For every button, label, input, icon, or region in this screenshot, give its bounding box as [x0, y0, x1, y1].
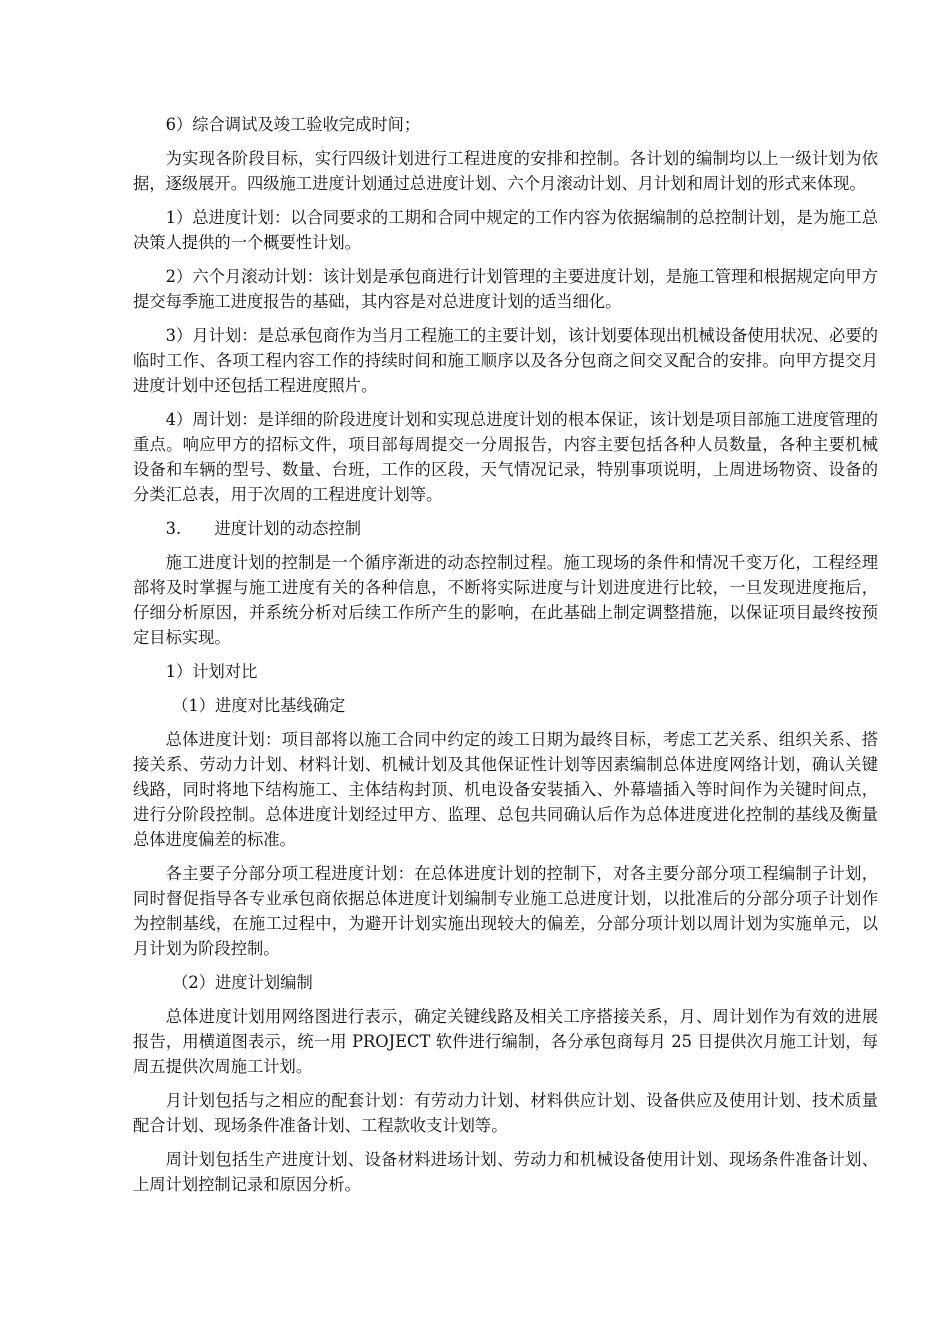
sub-1-heading: 1）计划对比 [165, 662, 258, 681]
section-3-number: 3. [165, 519, 182, 538]
weekly-plan-paragraph: 周计划包括生产进度计划、设备材料进场计划、劳动力和机械设备使用计划、现场条件准备计划、上周计划控制记录和原因分析。 [133, 1150, 878, 1194]
document-page [133, 112, 878, 1206]
section-3-title: 进度计划的动态控制 [214, 519, 362, 538]
plan-3-paragraph: 3）月计划：是总承包商作为当月工程施工的主要计划，该计划要体现出机械设备使用状况、必要的临时工作、各项工程内容工作的持续时间和施工顺序以及各分包商之间交叉配合的安排。向甲方提交月进度计划中还包括工程进度照片。 [133, 326, 878, 395]
section-3-body: 施工进度计划的控制是一个循序渐进的动态控制过程。施工现场的条件和情况千变万化，工程经理部将及时掌握与施工进度有关的各种信息，不断将实际进度与计划进度进行比较，一旦发现进度拖后，仔细分析原因，并系统分析对后续工作所产生的影响，在此基础上制定调整措施，以保证项目最终按预定目标实现。 [133, 553, 878, 647]
network-plan-paragraph: 总体进度计划用网络图进行表示，确定关键线路及相关工序搭接关系，月、周计划作为有效的进展报告，用横道图表示，统一用 PROJECT 软件进行编制，各分承包商每月 25 日提供次月施工计划，每周五提供次周施工计划。 [133, 1007, 878, 1076]
sub-1-1-heading: （1）进度对比基线确定 [172, 696, 346, 715]
sub-plan-paragraph: 各主要子分部分项工程进度计划：在总体进度计划的控制下，对各主要分部分项工程编制子计划，同时督促指导各专业承包商依据总体进度计划编制专业施工总进度计划，以批准后的分部分项子计划作为控制基线，在施工过程中，为避开计划实施出现较大的偏差，分部分项计划以周计划为实施单元，以月计划为阶段控制。 [133, 864, 878, 958]
item-6-line: 6）综合调试及竣工验收完成时间； [165, 115, 421, 134]
monthly-plan-paragraph: 月计划包括与之相应的配套计划：有劳动力计划、材料供应计划、设备供应及使用计划、技术质量配合计划、现场条件准备计划、工程款收支计划等。 [133, 1091, 878, 1135]
intro-paragraph: 为实现各阶段目标，实行四级计划进行工程进度的安排和控制。各计划的编制均以上一级计划为依据，逐级展开。四级施工进度计划通过总进度计划、六个月滚动计划、月计划和周计划的形式来体现。 [133, 149, 878, 193]
plan-2-paragraph: 2）六个月滚动计划：该计划是承包商进行计划管理的主要进度计划，是施工管理和根据规定向甲方提交每季施工进度报告的基础，其内容是对总进度计划的适当细化。 [133, 267, 878, 311]
section-3-heading [133, 516, 878, 541]
plan-4-paragraph: 4）周计划：是详细的阶段进度计划和实现总进度计划的根本保证，该计划是项目部施工进度管理的重点。响应甲方的招标文件，项目部每周提交一分周报告，内容主要包括各种人员数量，各种主要机械设备和车辆的型号、数量、台班，工作的区段，天气情况记录，特别事项说明，上周进场物资、设备的分类汇总表，用于次周的工程进度计划等。 [133, 410, 878, 504]
plan-1-paragraph: 1）总进度计划：以合同要求的工期和合同中规定的工作内容为依据编制的总控制计划，是为施工总决策人提供的一个概要性计划。 [133, 208, 878, 252]
overall-plan-paragraph: 总体进度计划：项目部将以施工合同中约定的竣工日期为最终目标，考虑工艺关系、组织关系、搭接关系、劳动力计划、材料计划、机械计划及其他保证性计划等因素编制总体进度网络计划，确认关键线路，同时将地下结构施工、主体结构封顶、机电设备安装插入、外幕墙插入等时间作为关键时间点，进行分阶段控制。总体进度计划经过甲方、监理、总包共同确认后作为总体进度进化控制的基线及衡量总体进度偏差的标准。 [133, 730, 878, 849]
sub-1-2-heading: （2）进度计划编制 [172, 973, 313, 992]
